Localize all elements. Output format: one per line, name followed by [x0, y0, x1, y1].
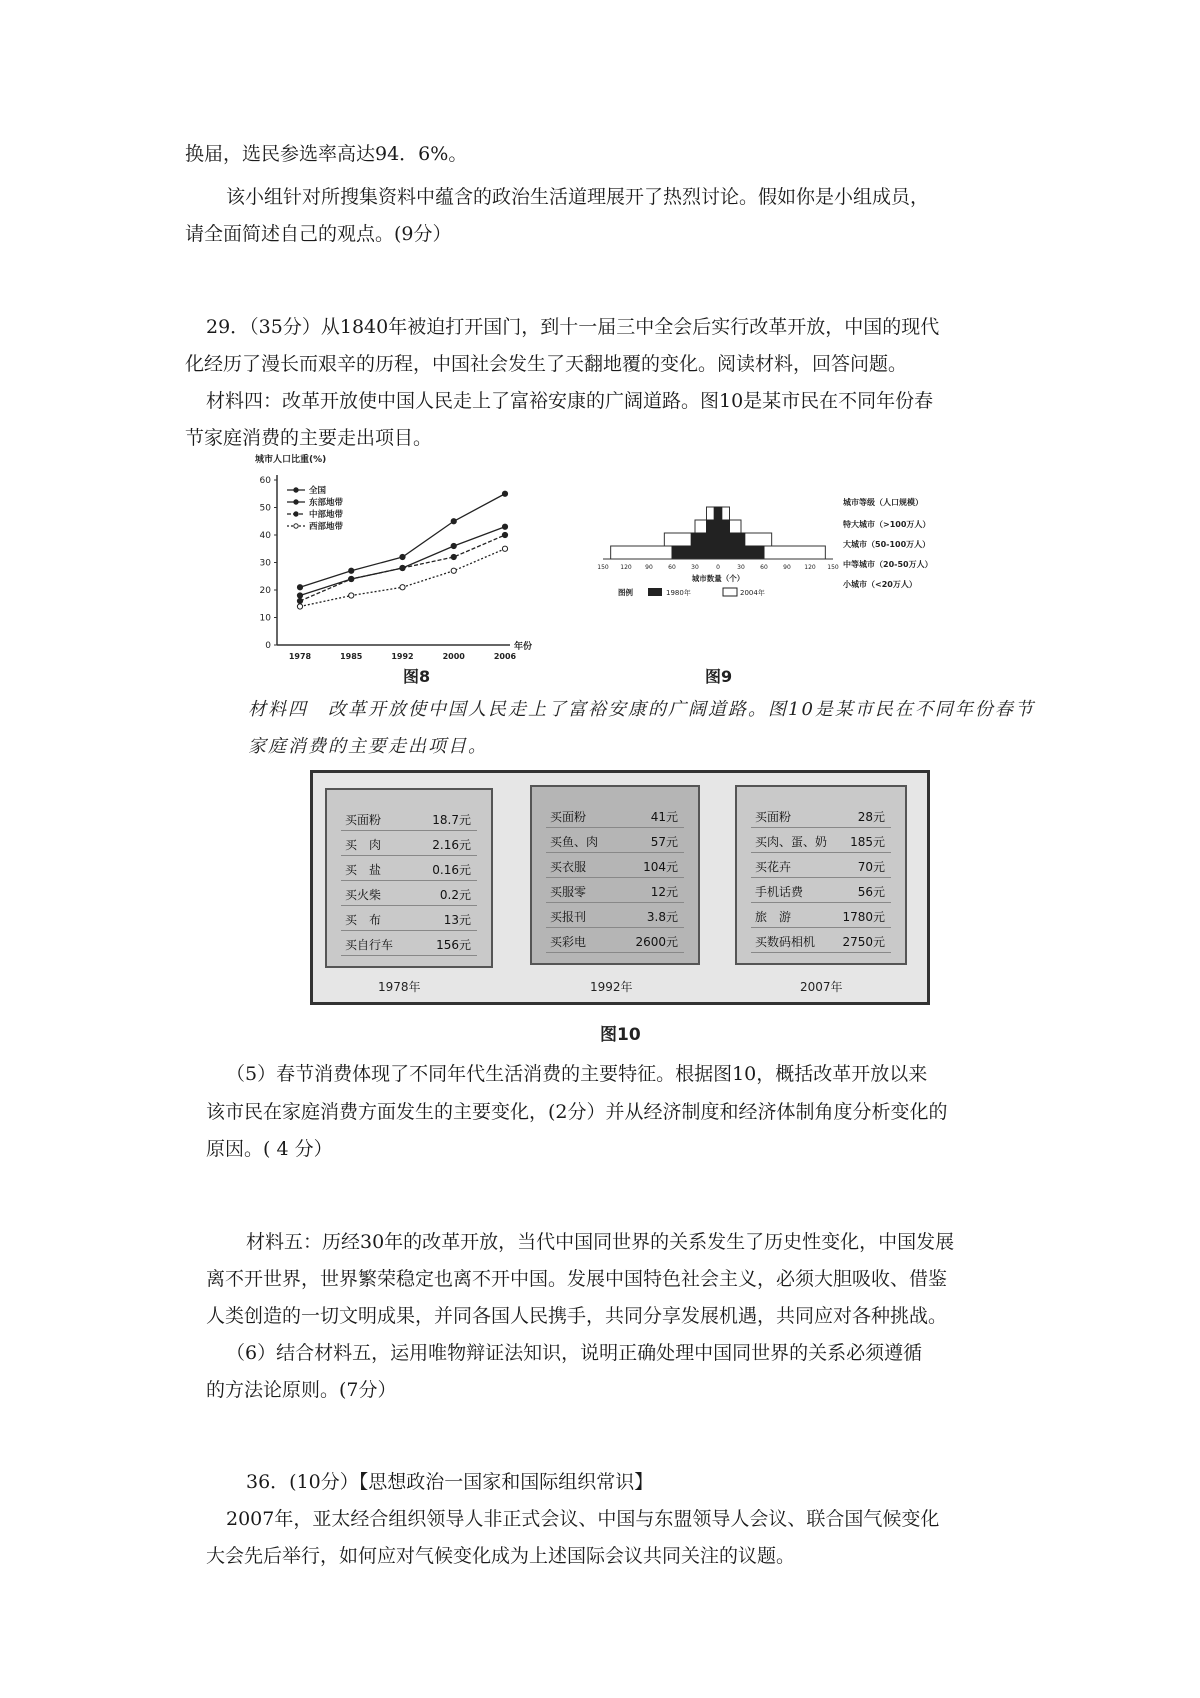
legend-swatch-1980: [648, 588, 662, 596]
data-point: [502, 532, 507, 537]
scan-material-4-line-2: 家庭消费的主要走出项目。: [248, 736, 488, 757]
question-5-line-3: 原因。( 4 分）: [206, 1138, 333, 1160]
card-row: [546, 855, 684, 878]
item-price: 13元: [443, 913, 471, 927]
item-name: 手机话费: [755, 885, 804, 899]
card-row: [751, 855, 891, 878]
card-row: [341, 933, 477, 956]
y-tick-label: 30: [259, 558, 271, 569]
x-tick-label: 0: [716, 564, 720, 571]
question-36-line-1: 36．(10分）【思想政治一国家和国际组织常识】: [246, 1471, 654, 1493]
item-price: 0.2元: [439, 888, 471, 902]
figure-9-bar-chart: [588, 495, 968, 655]
legend-label: 全国: [309, 486, 327, 496]
item-price: 18.7元: [432, 813, 471, 827]
question-36-line-2: 2007年，亚太经合组织领导人非正式会议、中国与东盟领导人会议、联合国气候变化: [226, 1508, 940, 1530]
card-row: [546, 905, 684, 928]
bar-2004: [714, 507, 722, 520]
question-6-line-2: 的方法论原则。(7分）: [206, 1379, 397, 1401]
question-29-line-1: 29．（35分）从1840年被迫打开国门，到十一届三中全会后实行改革开放，中国的现代: [206, 316, 940, 338]
item-name: 买 盐: [345, 863, 382, 877]
item-name: 买自行车: [345, 938, 394, 952]
data-point: [502, 491, 507, 496]
item-name: 买衣服: [550, 860, 587, 874]
legend-marker: [294, 512, 298, 516]
item-name: 买鱼、肉: [550, 835, 599, 849]
question-36-line-3: 大会先后举行，如何应对气候变化成为上述国际会议共同关注的议题。: [206, 1545, 796, 1567]
y-tick-label: 50: [259, 503, 271, 514]
x-tick-label: 60: [668, 564, 676, 571]
x-tick-label: 2006: [493, 652, 517, 661]
item-price: 56元: [857, 885, 885, 899]
card-row: [751, 930, 891, 953]
material-4-line-1: 材料四：改革开放使中国人民走上了富裕安康的广阔道路。图10是某市民在不同年份春: [206, 390, 934, 412]
x-tick-label: 30: [737, 564, 745, 571]
question-29-line-2: 化经历了漫长而艰辛的历程，中国社会发生了天翻地覆的变化。阅读材料，回答问题。: [185, 353, 908, 375]
item-name: 买 肉: [345, 838, 382, 852]
x-tick-label: 150: [597, 564, 609, 571]
x-tick-label: 90: [783, 564, 791, 571]
category-label: 小城市（<20万人）: [843, 580, 917, 589]
item-name: 买面粉: [755, 810, 792, 824]
card-year-2007: 2007年: [800, 980, 843, 994]
item-name: 买火柴: [345, 888, 382, 902]
category-label: 中等城市（20-50万人）: [843, 560, 933, 569]
item-price: 2750元: [842, 935, 885, 949]
material-5-line-3: 人类创造的一切文明成果，并同各国人民携手，共同分享发展机遇，共同应对各种挑战。: [206, 1305, 948, 1327]
figure-8-line-chart: [255, 450, 575, 670]
card-row: [341, 858, 477, 881]
material-5-line-2: 离不开世界，世界繁荣稳定也离不开中国。发展中国特色社会主义，必须大胆吸收、借鉴: [206, 1268, 948, 1290]
data-point: [400, 554, 405, 559]
bar-2004: [707, 520, 730, 533]
y-tick-label: 20: [259, 586, 271, 596]
card-row: [751, 905, 891, 928]
y-axis-label: 城市人口比重(%): [255, 455, 327, 465]
material-4-line-2: 节家庭消费的主要走出项目。: [185, 427, 433, 449]
card-row: [546, 830, 684, 853]
legend-marker: [294, 524, 298, 528]
x-tick-label: 30: [691, 564, 699, 571]
legend-marker: [294, 500, 298, 504]
legend-label: 1980年: [666, 589, 691, 597]
bar-2004: [691, 533, 745, 546]
data-point: [349, 593, 354, 598]
text-line-3: 请全面简述自己的观点。(9分）: [185, 223, 452, 245]
card-year-1992: 1992年: [590, 980, 633, 994]
card-row: [751, 880, 891, 903]
question-5-line-1: （5）春节消费体现了不同年代生活消费的主要特征。根据图10，概括改革开放以来: [226, 1063, 928, 1085]
item-price: 57元: [650, 835, 678, 849]
legend-label: 中部地带: [309, 510, 344, 520]
item-price: 70元: [857, 860, 885, 874]
y-tick-label: 40: [259, 531, 271, 541]
bar-2004: [672, 546, 764, 559]
data-point: [349, 576, 354, 581]
card-row: [341, 908, 477, 931]
data-point: [451, 519, 456, 524]
item-name: 买面粉: [550, 810, 587, 824]
x-axis-label: 城市数量（个）: [691, 574, 745, 583]
card-row: [546, 805, 684, 828]
data-point: [297, 593, 302, 598]
category-legend-title: 城市等级（人口规模）: [843, 498, 923, 507]
data-point: [297, 604, 302, 609]
item-price: 0.16元: [432, 863, 471, 877]
item-price: 185元: [850, 835, 885, 849]
card-year-1978: 1978年: [378, 980, 421, 994]
item-price: 1780元: [842, 910, 885, 924]
text-line-1: 换届，选民参选率高达94．6%。: [185, 143, 468, 165]
item-name: 买服零: [550, 885, 587, 899]
item-price: 156元: [436, 938, 471, 952]
item-name: 买面粉: [345, 813, 382, 827]
data-point: [451, 554, 456, 559]
scan-material-4-line-1: 材料四 改革开放使中国人民走上了富裕安康的广阔道路。图10是某市民在不同年份春节: [248, 699, 1035, 720]
card-row: [751, 830, 891, 853]
card-row: [546, 930, 684, 953]
category-label: 大城市（50-100万人）: [843, 540, 931, 549]
card-row: [341, 808, 477, 831]
card-row: [341, 833, 477, 856]
consumption-card-1992: [530, 785, 700, 965]
data-point: [451, 543, 456, 548]
consumption-card-2007: [735, 785, 907, 965]
x-tick-label: 150: [827, 564, 839, 571]
category-label: 特大城市（>100万人）: [843, 520, 931, 529]
item-name: 买 布: [345, 913, 382, 927]
legend-swatch-2004: [723, 588, 737, 596]
legend-marker: [294, 488, 298, 492]
item-price: 104元: [643, 860, 678, 874]
data-point: [297, 585, 302, 590]
item-name: 买彩电: [550, 935, 587, 949]
data-point: [502, 546, 507, 551]
item-price: 2.16元: [432, 838, 471, 852]
question-6-line-1: （6）结合材料五，运用唯物辩证法知识，说明正确处理中国同世界的关系必须遵循: [226, 1342, 923, 1364]
figure-9-caption: 图9: [705, 667, 733, 686]
x-tick-label: 120: [804, 564, 816, 571]
x-tick-label: 1985: [340, 652, 363, 661]
x-tick-label: 1978: [288, 652, 312, 661]
y-tick-label: 60: [259, 476, 271, 486]
item-name: 买肉、蛋、奶: [755, 835, 828, 849]
question-5-line-2: 该市民在家庭消费方面发生的主要变化，(2分）并从经济制度和经济体制角度分析变化的: [206, 1101, 948, 1123]
item-name: 买报刊: [550, 910, 587, 924]
legend-label: 2004年: [740, 589, 765, 597]
x-tick-label: 1992: [391, 652, 414, 661]
item-price: 3.8元: [646, 910, 678, 924]
y-tick-label: 0: [265, 641, 271, 651]
data-point: [400, 565, 405, 570]
item-price: 28元: [857, 810, 885, 824]
item-price: 41元: [650, 810, 678, 824]
card-row: [751, 805, 891, 828]
material-5-line-1: 材料五：历经30年的改革开放，当代中国同世界的关系发生了历史性变化，中国发展: [246, 1231, 955, 1253]
item-price: 12元: [650, 885, 678, 899]
legend-label: 东部地带: [309, 498, 344, 508]
data-point: [400, 585, 405, 590]
data-point: [451, 568, 456, 573]
y-tick-label: 10: [259, 613, 271, 624]
consumption-card-1978: [325, 788, 493, 968]
legend-title-small: 图例: [618, 588, 633, 597]
figure-8-caption: 图8: [403, 667, 431, 686]
x-tick-label: 2000: [442, 652, 465, 661]
x-axis-label: 年份: [514, 642, 533, 652]
item-price: 2600元: [635, 935, 678, 949]
x-tick-label: 90: [645, 564, 653, 571]
item-name: 买数码相机: [755, 935, 816, 949]
item-name: 买花卉: [755, 860, 792, 874]
data-point: [349, 568, 354, 573]
data-point: [502, 524, 507, 529]
legend-label: 西部地带: [309, 522, 344, 532]
x-tick-label: 60: [760, 564, 768, 571]
data-point: [297, 598, 302, 603]
item-name: 旅 游: [755, 910, 792, 924]
card-row: [341, 883, 477, 906]
card-row: [546, 880, 684, 903]
figure-10-caption: 图10: [600, 1025, 641, 1045]
x-tick-label: 120: [620, 564, 632, 571]
text-line-2: 该小组针对所搜集资料中蕴含的政治生活道理展开了热烈讨论。假如你是小组成员，: [226, 186, 930, 208]
